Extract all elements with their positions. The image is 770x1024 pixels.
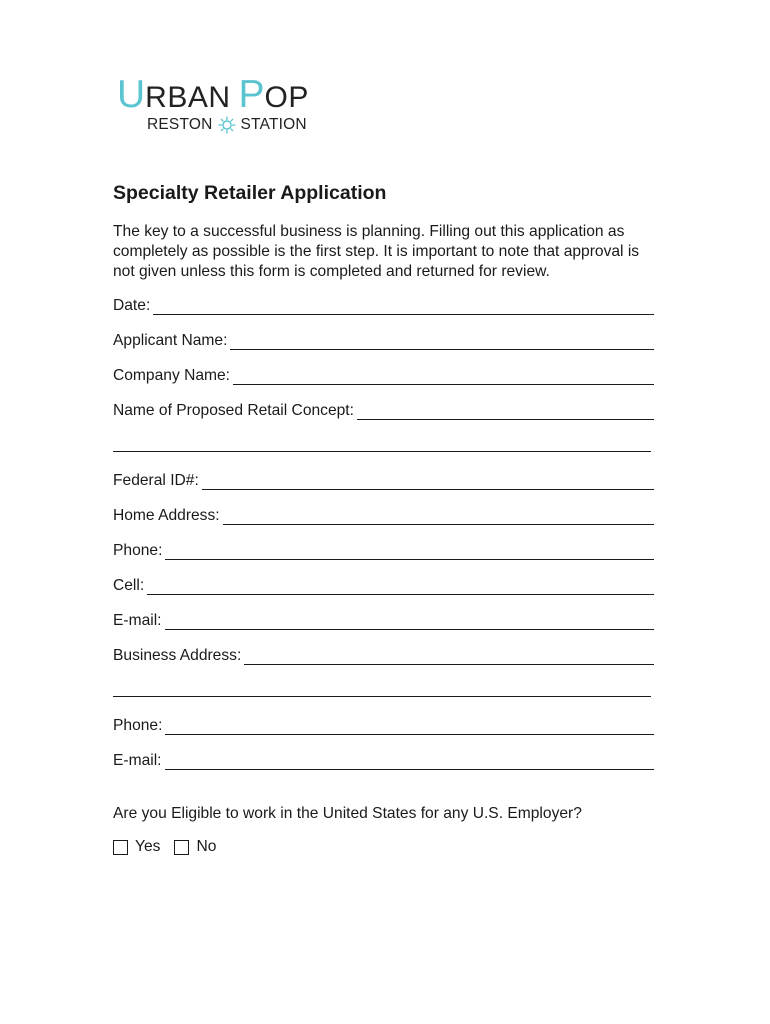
retail-concept-field[interactable] — [113, 400, 654, 420]
home-address-label: Home Address: — [113, 507, 220, 524]
business-email-field[interactable] — [113, 750, 654, 770]
date-label: Date: — [113, 297, 151, 314]
urban-pop-logo — [117, 73, 309, 134]
federal-id-field[interactable] — [113, 470, 654, 490]
phone-field[interactable] — [113, 540, 654, 560]
email-line[interactable] — [165, 614, 654, 630]
yes-label: Yes — [135, 838, 161, 855]
logo-sub-right: STATION — [240, 116, 307, 133]
business-phone-field[interactable] — [113, 715, 654, 735]
email-field[interactable] — [113, 610, 654, 630]
applicant-name-label: Applicant Name: — [113, 332, 228, 349]
business-address-continuation-line[interactable] — [113, 696, 651, 697]
no-label: No — [196, 838, 217, 855]
federal-id-line[interactable] — [202, 474, 654, 490]
business-address-field[interactable] — [113, 645, 654, 665]
page-title: Specialty Retailer Application — [113, 182, 387, 204]
email-label: E-mail: — [113, 612, 162, 629]
phone-line[interactable] — [165, 544, 654, 560]
no-checkbox[interactable] — [174, 840, 189, 855]
logo-letter-p: P — [238, 73, 265, 116]
cell-field[interactable] — [113, 575, 654, 595]
logo-sub-left: RESTON — [147, 116, 213, 133]
business-email-label: E-mail: — [113, 752, 162, 769]
applicant-name-line[interactable] — [230, 334, 654, 350]
date-field[interactable] — [113, 295, 654, 315]
eligibility-choices — [113, 838, 230, 856]
business-phone-label: Phone: — [113, 717, 163, 734]
company-name-label: Company Name: — [113, 367, 230, 384]
federal-id-label: Federal ID#: — [113, 472, 199, 489]
business-address-line[interactable] — [244, 649, 654, 665]
applicant-name-field[interactable] — [113, 330, 654, 350]
cell-label: Cell: — [113, 577, 145, 594]
logo-letters-op: OP — [264, 81, 309, 114]
logo-wordmark — [117, 73, 309, 116]
business-email-line[interactable] — [165, 754, 654, 770]
home-address-line[interactable] — [223, 509, 654, 525]
eligibility-question: Are you Eligible to work in the United States for any U.S. Employer? — [113, 805, 582, 822]
logo-letter-u: U — [117, 73, 146, 116]
date-line[interactable] — [153, 299, 654, 315]
retail-concept-continuation-line[interactable] — [113, 451, 651, 452]
retail-concept-label: Name of Proposed Retail Concept: — [113, 402, 354, 419]
business-address-label: Business Address: — [113, 647, 242, 664]
logo-subtitle — [147, 116, 309, 134]
cell-line[interactable] — [147, 579, 654, 595]
gear-flower-icon — [218, 116, 236, 134]
retail-concept-line[interactable] — [357, 404, 654, 420]
intro-paragraph: The key to a successful business is planning. Filling out this application as completely as possible is the first step. It is important to note that approval is not given unless this form is completed and returned for review. — [113, 223, 640, 280]
business-phone-line[interactable] — [165, 719, 654, 735]
company-name-line[interactable] — [233, 369, 654, 385]
home-address-field[interactable] — [113, 505, 654, 525]
yes-checkbox[interactable] — [113, 840, 128, 855]
phone-label: Phone: — [113, 542, 163, 559]
no-option[interactable] — [174, 838, 216, 856]
company-name-field[interactable] — [113, 365, 654, 385]
yes-option[interactable] — [113, 838, 160, 856]
logo-letters-rban: RBAN — [145, 81, 231, 114]
